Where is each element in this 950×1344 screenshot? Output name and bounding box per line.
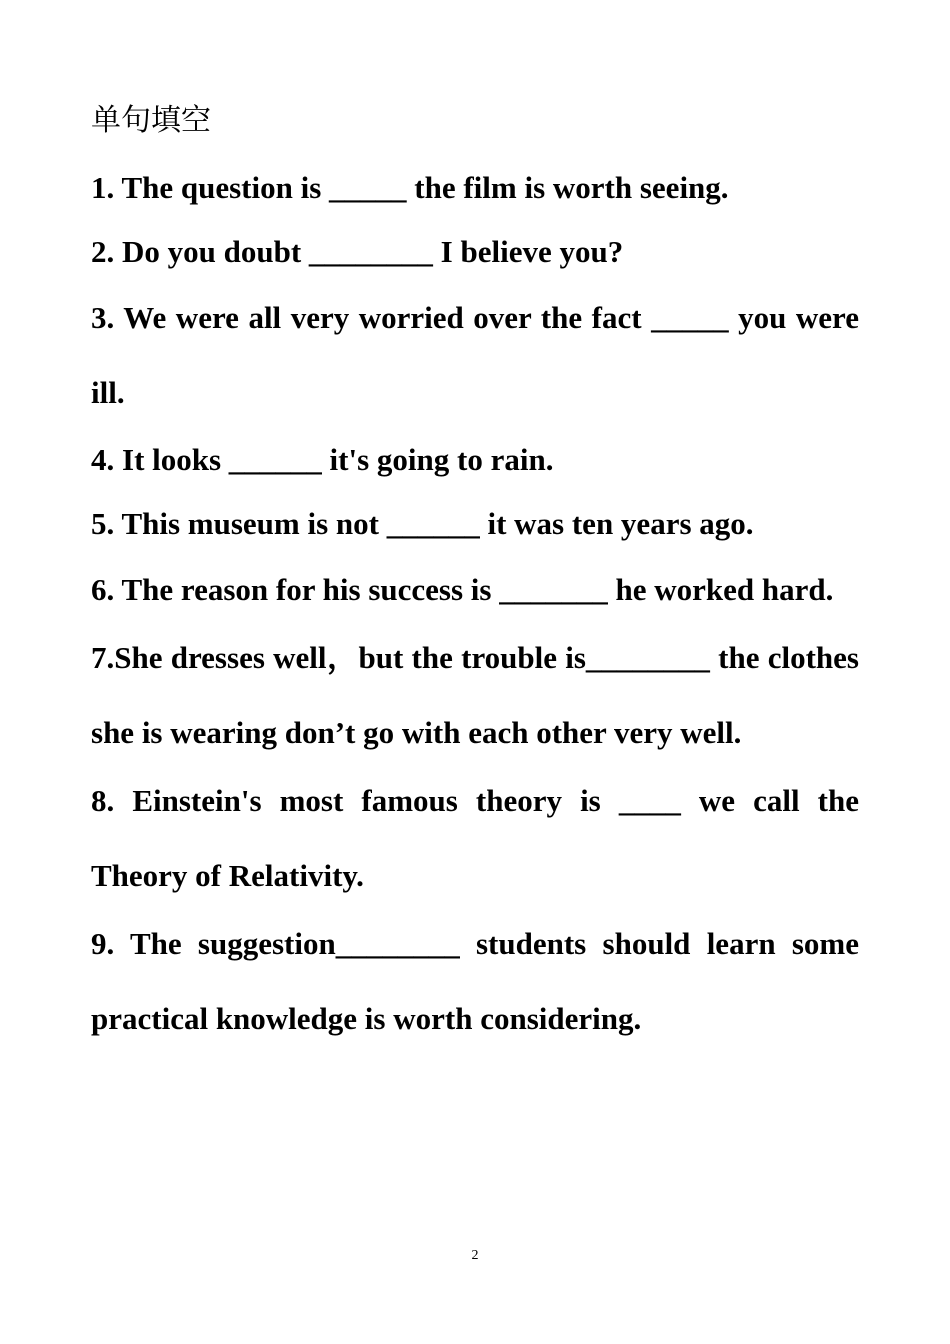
question-7: 7.She dresses well，but the trouble is________ the clothes she is wearing don’t go with each other very well. <box>91 640 859 750</box>
question-9: 9. The suggestion________ students should learn some practical knowledge is worth considering. <box>91 926 859 1036</box>
page-number: 2 <box>471 1248 479 1263</box>
question-2: 2. Do you doubt ________ I believe you? <box>91 234 624 269</box>
question-1: 1. The question is _____ the film is worth seeing. <box>91 170 729 205</box>
question-5: 5. This museum is not ______ it was ten years ago. <box>91 506 754 541</box>
question-4: 4. It looks ______ it's going to rain. <box>91 442 554 477</box>
question-6: 6. The reason for his success is _______ he worked hard. <box>91 572 834 607</box>
question-8: 8. Einstein's most famous theory is ____ we call the Theory of Relativity. <box>91 783 859 893</box>
worksheet-content <box>91 96 859 1050</box>
question-3: 3. We were all very worried over the fact _____ you were ill. <box>91 300 859 410</box>
section-heading: 单句填空 <box>91 103 211 138</box>
